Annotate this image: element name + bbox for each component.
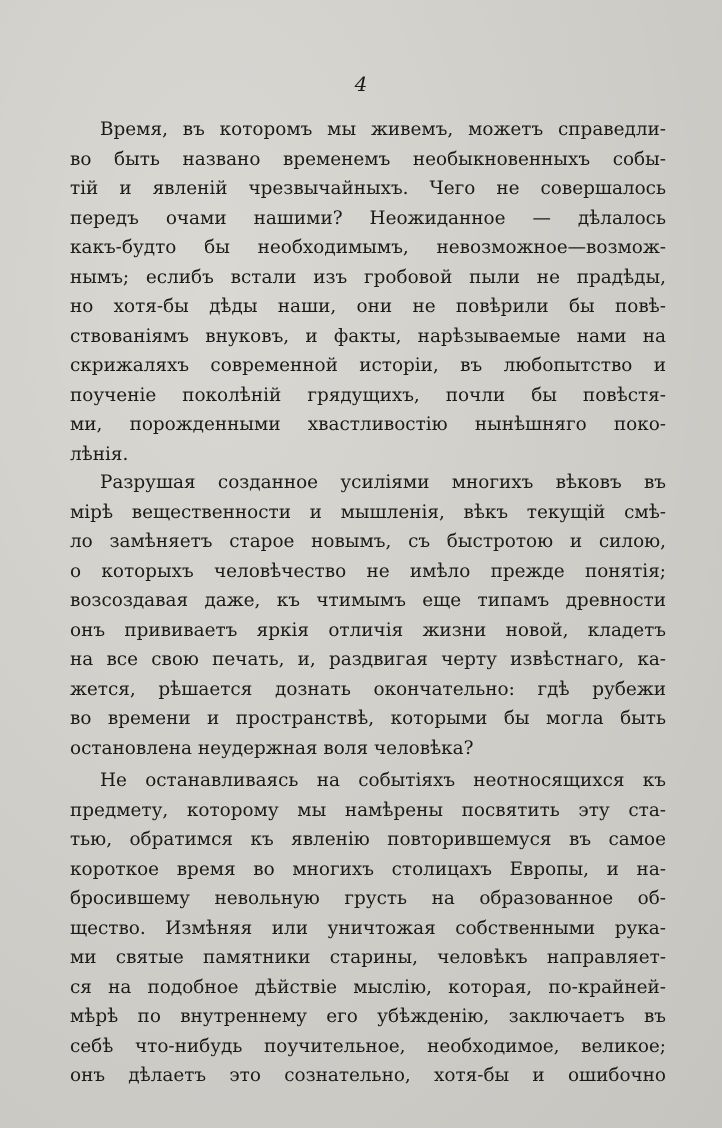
- text-line: ми, порожденными хвастливостію нынѣшняго поко-: [70, 414, 666, 435]
- text-line: о которыхъ человѣчество не имѣло прежде понятія;: [70, 560, 666, 582]
- paragraph: [70, 115, 666, 469]
- text-line: поученіе поколѣній грядущихъ, почли бы повѣстя-: [70, 384, 666, 406]
- text-line: нымъ; еслибъ встали изъ гробовой пыли не прадѣды,: [70, 266, 666, 288]
- text-line: Разрушая созданное усиліями многихъ вѣковъ въ: [100, 472, 666, 493]
- text-line: тій и явленій чрезвычайныхъ. Чего не совершалось: [70, 178, 666, 199]
- text-line: бросившему невольную грусть на образованное об-: [70, 888, 666, 909]
- text-line: какъ-будто бы необходимымъ, невозможное—возмож-: [70, 237, 666, 258]
- text-line: ло замѣняетъ старое новымъ, съ быстротою и силою,: [70, 531, 666, 552]
- text-line: себѣ что-нибудь поучительное, необходимое, великое;: [70, 1035, 666, 1057]
- text-line: ствованіямъ внуковъ, и факты, нарѣзываемые нами на: [70, 325, 666, 347]
- text-line: но хотя-бы дѣды наши, они не повѣрили бы повѣ-: [70, 296, 666, 317]
- text-line: онъ дѣлаетъ это сознательно, хотя-бы и ошибочно: [70, 1065, 666, 1086]
- text-line: мѣрѣ по внутреннему его убѣжденію, заключаетъ въ: [70, 1006, 666, 1027]
- page-number: 4: [354, 72, 368, 96]
- text-line: ми святые памятники старины, человѣкъ направляет-: [70, 947, 666, 968]
- text-line: во быть названо временемъ необыкновенныхъ собы-: [70, 148, 666, 170]
- text-line: лѣнія.: [70, 443, 129, 465]
- text-line: онъ прививаетъ яркія отличія жизни новой, кладетъ: [70, 619, 666, 641]
- text-line: остановлена неудержная воля человѣка?: [70, 737, 474, 759]
- text-line: на все свою печать, и, раздвигая черту извѣстнаго, ка-: [70, 649, 666, 670]
- text-line: тью, обратимся къ явленію повторившемуся въ самое: [70, 829, 666, 850]
- text-line: щество. Измѣняя или уничтожая собственными рука-: [70, 917, 666, 939]
- text-line: короткое время во многихъ столицахъ Европы, и на-: [70, 858, 666, 880]
- text-line: Не останавливаясь на событіяхъ неотносящихся къ: [100, 770, 666, 791]
- text-line: мірѣ вещественности и мышленія, вѣкъ текущій смѣ-: [70, 501, 666, 523]
- paragraph: [70, 468, 666, 763]
- text-line: передъ очами нашими? Неожиданное — дѣлалось: [70, 207, 666, 229]
- text-line: скрижаляхъ современной исторіи, въ любопытство и: [70, 355, 666, 376]
- text-line: Время, въ которомъ мы живемъ, можетъ справедли-: [100, 119, 666, 140]
- paragraph: [70, 766, 666, 1091]
- text-line: ся на подобное дѣйствіе мыслію, которая, по-крайней-: [70, 976, 666, 998]
- text-line: возсоздавая даже, къ чтимымъ еще типамъ древности: [70, 590, 666, 611]
- text-line: жется, рѣшается дознать окончательно: гдѣ рубежи: [70, 678, 666, 700]
- text-line: во времени и пространствѣ, которыми бы могла быть: [70, 708, 666, 729]
- text-line: предмету, которому мы намѣрены посвятить эту ста-: [70, 799, 666, 821]
